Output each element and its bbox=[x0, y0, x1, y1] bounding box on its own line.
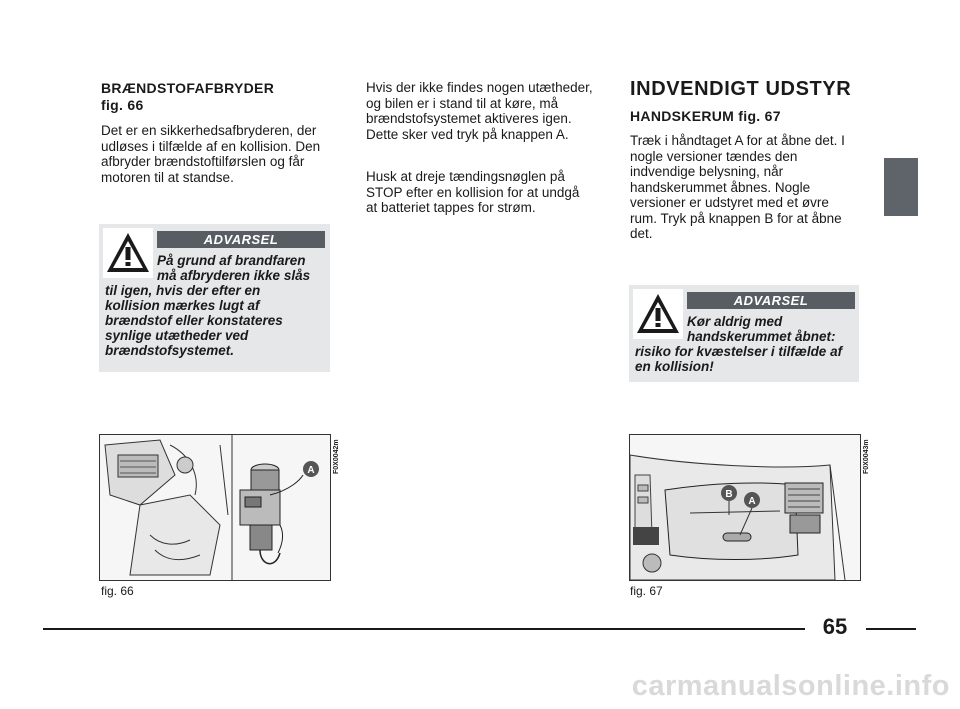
warning-text-glovebox bbox=[635, 314, 857, 374]
ignition-paragraph: Husk at dreje tændingsnøglen på STOP efter en kollision for at undgå at batteriet tappes for strøm. bbox=[366, 169, 580, 215]
footer-rule-left bbox=[43, 628, 805, 630]
glovebox-paragraph: Træk i håndtaget A for at åbne det. I nogle versioner tændes den indvendige belysning, når handskerummet åbnes. Nogle versioner er udstyret med et øvre rum. Tryk på knappen B for at åbne det. bbox=[630, 133, 845, 241]
figure-code-67: F0X0043m bbox=[863, 439, 870, 474]
fuel-cutoff-heading-fig: fig. 66 bbox=[101, 97, 144, 113]
warning-line: brændstof eller konstateres bbox=[105, 313, 283, 328]
callout-a-fig67: A bbox=[748, 496, 756, 507]
figure-caption-66: fig. 66 bbox=[101, 584, 134, 598]
figure-66 bbox=[99, 434, 331, 581]
reactivation-paragraph: Hvis der ikke findes nogen utætheder, og bilen er i stand til at køre, må brændstofsystemet aktiveres igen. Dette sker ved tryk på knappen A. bbox=[366, 80, 593, 142]
callout-a-fig66: A bbox=[307, 465, 315, 476]
page-number: 65 bbox=[822, 614, 848, 639]
warning-line: til igen, hvis der efter en bbox=[105, 283, 261, 298]
figure-67 bbox=[629, 434, 861, 581]
watermark: carmanualsonline.info bbox=[631, 670, 950, 702]
glovebox-heading: HANDSKERUM fig. 67 bbox=[630, 108, 781, 124]
fuel-cutoff-heading-title: BRÆNDSTOFAFBRYDER bbox=[101, 80, 275, 96]
warning-line: synlige utætheder ved bbox=[105, 328, 249, 343]
warning-line: handskerummet åbnet: bbox=[687, 329, 836, 344]
section-title: INDVENDIGT UDSTYR bbox=[630, 78, 852, 100]
warning-box-fuel bbox=[99, 224, 330, 372]
warning-label: ADVARSEL bbox=[687, 292, 855, 309]
warning-line: en kollision! bbox=[635, 359, 714, 374]
warning-line: Kør aldrig med bbox=[687, 314, 783, 329]
footer-rule-right bbox=[866, 628, 916, 630]
warning-line: kollision mærkes lugt af bbox=[105, 298, 260, 313]
section-tab bbox=[884, 158, 918, 216]
fuel-cutoff-illustration bbox=[100, 435, 330, 580]
warning-label: ADVARSEL bbox=[157, 231, 325, 248]
warning-text-fuel bbox=[105, 253, 327, 358]
callout-b-fig67: B bbox=[725, 489, 733, 500]
fuel-cutoff-heading bbox=[101, 80, 331, 114]
warning-line: risiko for kvæstelser i tilfælde af bbox=[635, 344, 843, 359]
warning-line: brændstofsystemet. bbox=[105, 343, 235, 358]
warning-line: må afbryderen ikke slås bbox=[157, 268, 311, 283]
figure-caption-67: fig. 67 bbox=[630, 584, 663, 598]
warning-box-glovebox bbox=[629, 285, 859, 382]
figure-code-66: F0X0042m bbox=[333, 439, 340, 474]
fuel-cutoff-paragraph: Det er en sikkerhedsafbryderen, der udløses i tilfælde af en kollision. Den afbryder brændstoftilførslen og får motoren til at standse. bbox=[101, 123, 321, 185]
warning-line: På grund af brandfaren bbox=[157, 253, 306, 268]
glovebox-illustration bbox=[630, 435, 860, 580]
